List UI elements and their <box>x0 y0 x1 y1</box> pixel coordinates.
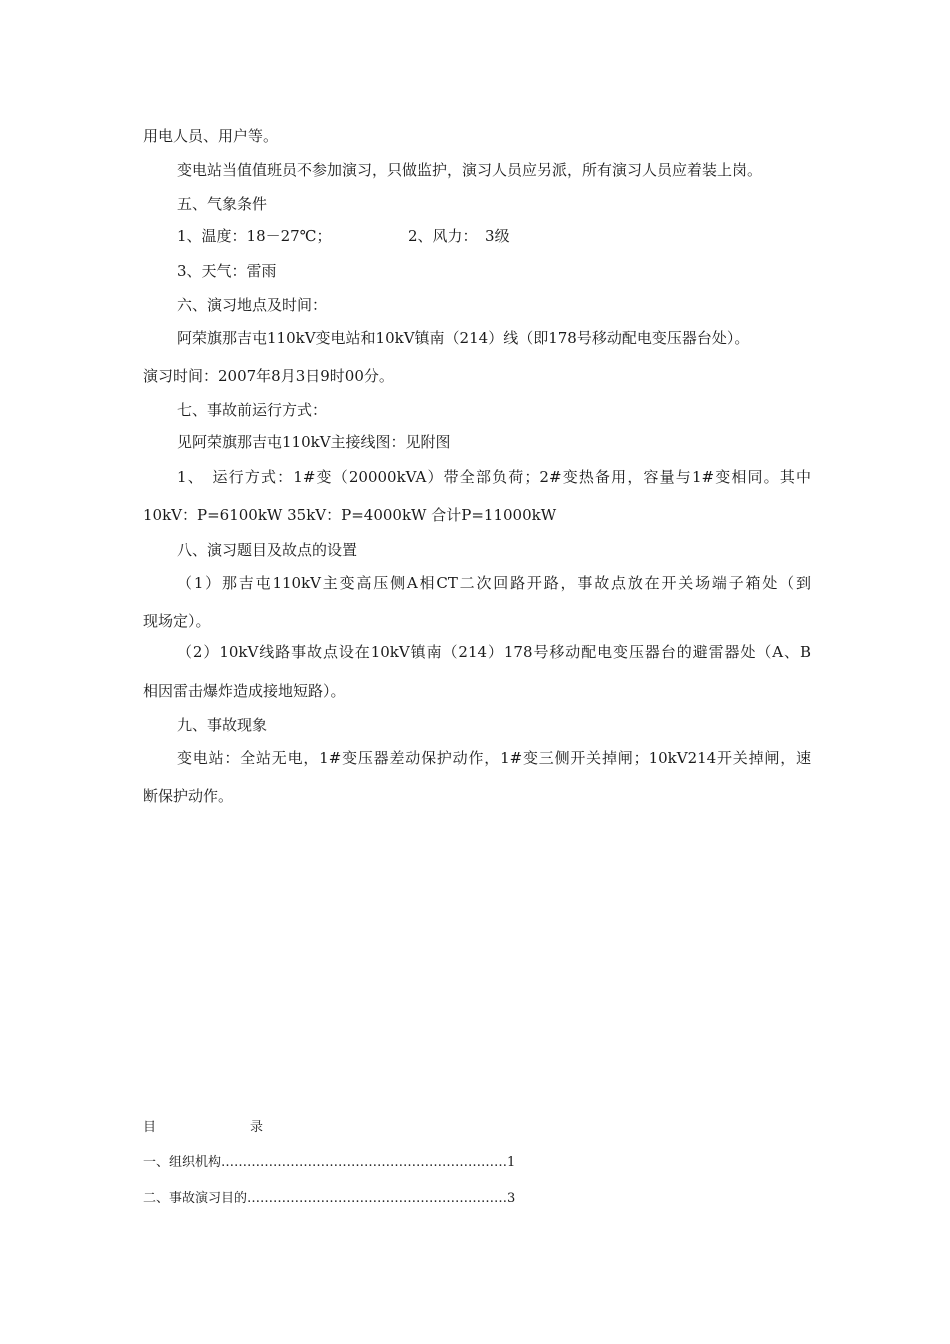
section-heading-9: 九、事故现象 <box>177 716 268 734</box>
fault-setting-2-line-2: 相因雷击爆炸造成接地短路）。 <box>143 682 346 700</box>
section-heading-6: 六、演习地点及时间： <box>177 296 328 314</box>
section-heading-7: 七、事故前运行方式： <box>177 401 328 419</box>
drill-time: 演习时间：2007年8月3日9时00分。 <box>143 367 394 385</box>
body-line-2: 变电站当值值班员不参加演习，只做监护，演习人员应另派，所有演习人员应着装上岗。 <box>177 161 763 179</box>
section-heading-5: 五、气象条件 <box>177 195 268 213</box>
weather-condition: 3、天气：雷雨 <box>177 262 277 280</box>
toc-title-a: 目 <box>143 1120 157 1135</box>
temperature-text: 1、温度：18－27℃； <box>177 227 332 245</box>
toc-item: 一、组织机构…………………………………………………………1 <box>143 1155 516 1170</box>
operation-mode-line-2: 10kV：P=6100kW 35kV：P=4000kW 合计P=11000kW <box>143 506 557 524</box>
fault-phenomenon-line-1: 变电站：全站无电，1#变压器差动保护动作，1#变三侧开关掉闸；10kV214开关掉闸，速 <box>177 749 811 767</box>
operation-mode-line-1: 1、 运行方式：1#变（20000kVA）带全部负荷；2#变热备用，容量与1#变相同。其中 <box>177 468 811 486</box>
fault-phenomenon-line-2: 断保护动作。 <box>143 787 234 805</box>
drill-location: 阿荣旗那吉屯110kV变电站和10kV镇南（214）线（即178号移动配电变压器台处）。 <box>177 329 750 347</box>
wiring-diagram-ref: 见阿荣旗那吉屯110kV主接线图：见附图 <box>177 433 451 451</box>
toc-item: 二、事故演习目的……………………………………………………3 <box>143 1191 516 1206</box>
fault-setting-1-line-1: （1）那吉屯110kV主变高压侧A相CT二次回路开路，事故点放在开关场端子箱处（到 <box>177 574 811 592</box>
section-heading-8: 八、演习题目及故点的设置 <box>177 541 358 559</box>
toc-title-b: 录 <box>250 1120 264 1135</box>
body-line-1: 用电人员、用户等。 <box>143 127 279 145</box>
fault-setting-2-line-1: （2）10kV线路事故点设在10kV镇南（214）178号移动配电变压器台的避雷器处（A、B <box>177 643 811 661</box>
wind-text: 2、风力： 3级 <box>408 227 510 245</box>
fault-setting-1-line-2: 现场定）。 <box>143 612 211 630</box>
